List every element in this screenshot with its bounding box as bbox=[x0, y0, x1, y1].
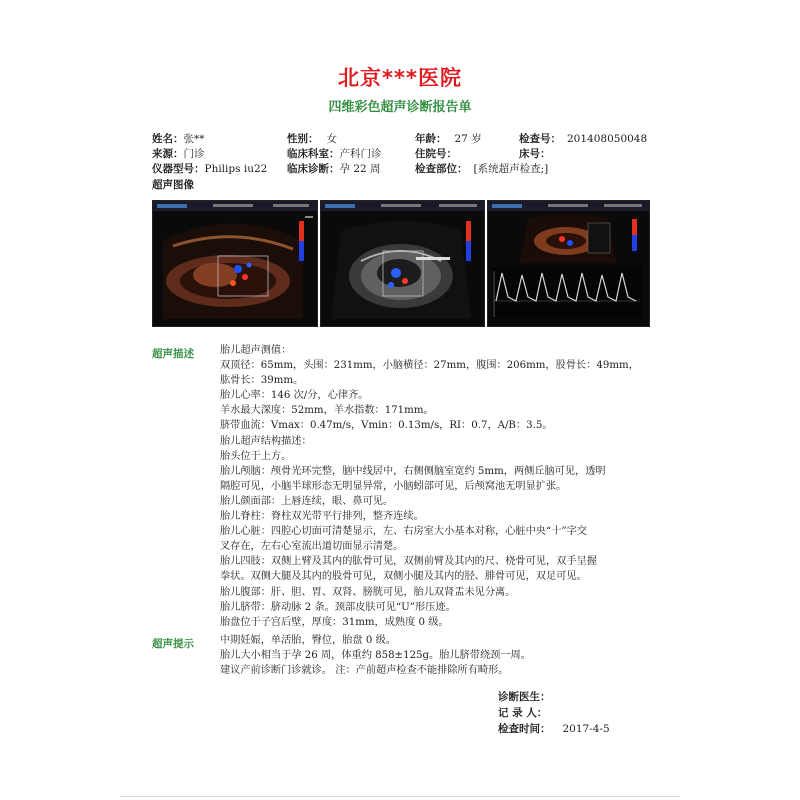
clinical-dx-value: 孕 22 周 bbox=[339, 163, 381, 175]
device-field: 仪器型号：Philips iu22 bbox=[152, 163, 268, 175]
inpatient-field: 住院号： bbox=[415, 148, 457, 160]
exam-time-value: 2017-4-5 bbox=[562, 723, 610, 735]
exam-number: 201408050048 bbox=[567, 133, 648, 145]
device-value: Philips iu22 bbox=[204, 163, 268, 175]
conclusion-block bbox=[220, 633, 660, 678]
exam-number-field: 检查号： 201408050048 bbox=[519, 133, 648, 145]
dept-field: 临床科室：产科门诊 bbox=[287, 148, 382, 160]
description-line: 胎儿脐带：脐动脉 2 条。颈部皮肤可见“U”形压迹。 bbox=[220, 601, 456, 613]
description-line: 胎儿脊柱：脊柱双光带平行排列，整齐连续。 bbox=[220, 511, 424, 523]
exam-site-field: 检查部位： [系统超声检查;] bbox=[415, 163, 549, 175]
conclusion-heading: 超声提示 bbox=[152, 638, 194, 650]
source-value: 门诊 bbox=[183, 148, 205, 160]
description-line: 胎儿颅脑：颅骨光环完整，脑中线居中，右侧侧脑室宽约 5mm，两侧丘脑可见，透明 bbox=[220, 465, 606, 477]
images-heading: 超声图像 bbox=[152, 179, 194, 191]
patient-name-field: 姓名：张** bbox=[152, 133, 205, 145]
description-line: 胎儿四肢：双侧上臂及其内的肱骨可见，双侧前臂及其内的尺、桡骨可见，双手呈握 bbox=[220, 556, 597, 568]
description-line: 胎儿颜面部：上唇连续，眼、鼻可见。 bbox=[220, 495, 394, 507]
patient-sex-field: 性别： 女 bbox=[287, 133, 337, 145]
description-line: 胎儿心脏：四腔心切面可清楚显示，左、右房室大小基本对称，心脏中央“十”字交 bbox=[220, 526, 587, 538]
patient-name: 张** bbox=[183, 133, 205, 145]
description-line: 胎儿超声测值： bbox=[220, 345, 292, 356]
conclusion-line: 中期妊娠，单活胎，臀位，胎盘 0 级。 bbox=[220, 635, 396, 646]
dept-value: 产科门诊 bbox=[339, 148, 382, 160]
patient-age-field: 年龄： 27 岁 bbox=[415, 133, 482, 145]
description-block bbox=[220, 343, 660, 630]
conclusion-line: 胎儿大小相当于孕 26 周，体重约 858±125g。胎儿脐带绕颈一周。 bbox=[220, 650, 531, 662]
description-line: 叉存在，左右心室流出道切面显示清楚。 bbox=[220, 541, 404, 553]
hospital-name: 北京***医院 bbox=[338, 66, 462, 90]
description-line: 肱骨长：39mm。 bbox=[220, 375, 304, 387]
ultrasound-image-3-graphic bbox=[488, 201, 649, 326]
exam-site-value: [系统超声检查;] bbox=[473, 163, 549, 175]
ultrasound-image-2 bbox=[320, 200, 485, 327]
source-field: 来源：门诊 bbox=[152, 148, 205, 160]
description-heading: 超声描述 bbox=[152, 348, 194, 360]
patient-age: 27 岁 bbox=[454, 133, 482, 145]
conclusion-line: 建议产前诊断门诊就诊。 注：产前超声检查不能排除所有畸形。 bbox=[220, 665, 509, 677]
description-line: 隔腔可见，小脑半球形态无明显异常，小脑蚓部可见，后颅窝池无明显扩张。 bbox=[220, 480, 567, 492]
description-line: 胎头位于上方。 bbox=[220, 450, 292, 462]
clinical-dx-field: 临床诊断：孕 22 周 bbox=[287, 163, 381, 175]
ultrasound-image-1-graphic bbox=[153, 201, 317, 326]
description-line: 胎儿心率：146 次/分，心律齐。 bbox=[220, 390, 369, 402]
description-line: 双顶径：65mm，头围：231mm，小脑横径：27mm，腹围：206mm，股骨长：49mm， bbox=[220, 360, 639, 372]
description-line: 羊水最大深度：52mm，羊水指数：171mm。 bbox=[220, 405, 434, 417]
description-line: 脐带血流：Vmax：0.47m/s，Vmin：0.13m/s，RI：0.7，A/B：3.5。 bbox=[220, 420, 553, 432]
description-line: 胎儿超声结构描述： bbox=[220, 435, 312, 447]
description-line: 拳状。双侧大腿及其内的股骨可见，双侧小腿及其内的胫、腓骨可见，双足可见。 bbox=[220, 571, 587, 583]
description-line: 胎盘位于子宫后壁，厚度：31mm，成熟度 0 级。 bbox=[220, 616, 449, 628]
report-title: 四维彩色超声诊断报告单 bbox=[328, 100, 472, 115]
ultrasound-image-3 bbox=[487, 200, 650, 327]
bed-field: 床号： bbox=[519, 148, 551, 160]
exam-time-field: 检查时间： 2017-4-5 bbox=[498, 723, 610, 735]
ultrasound-image-2-graphic bbox=[321, 201, 484, 326]
page-bottom-divider bbox=[120, 796, 680, 797]
recorder-field: 记 录 人： bbox=[498, 707, 548, 719]
doctor-field: 诊断医生： bbox=[498, 691, 551, 703]
patient-sex: 女 bbox=[326, 133, 337, 145]
description-line: 胎儿腹部：肝、胆、胃、双肾、膀胱可见，胎儿双肾盂未见分离。 bbox=[220, 586, 516, 598]
ultrasound-image-1 bbox=[152, 200, 318, 327]
